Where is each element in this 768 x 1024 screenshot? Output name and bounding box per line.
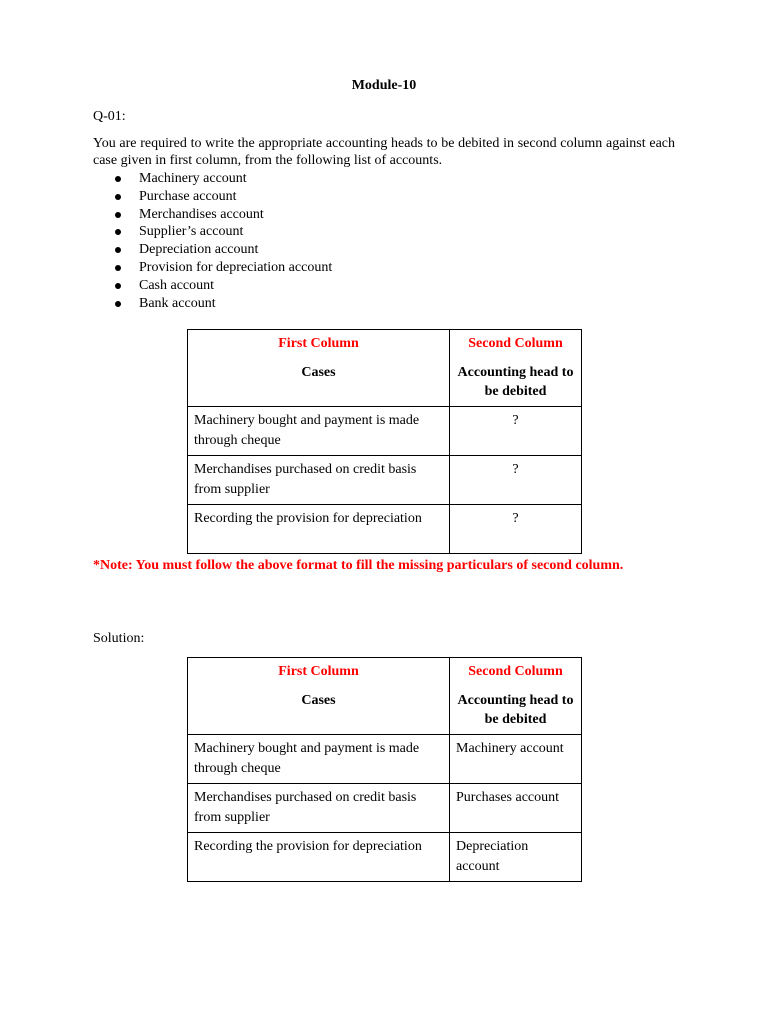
table-row	[188, 407, 582, 456]
second-column-header: Second Column	[468, 336, 563, 351]
table-row	[188, 505, 582, 554]
list-item	[93, 170, 332, 188]
question-table	[187, 329, 582, 554]
table-row	[188, 456, 582, 505]
list-item	[93, 277, 332, 295]
table-row	[188, 833, 582, 882]
solution-label: Solution:	[93, 631, 145, 646]
head-cell: ?	[450, 456, 582, 505]
list-item	[93, 295, 332, 313]
first-column-header: First Column	[278, 664, 359, 679]
list-item	[93, 223, 332, 241]
case-cell: Merchandises purchased on credit basis from supplier	[188, 456, 450, 505]
question-intro-text: You are required to write the appropriate accounting heads to be debited in second column against each case given in first column, from the following list of accounts.	[93, 136, 675, 168]
case-cell: Machinery bought and payment is made through cheque	[188, 407, 450, 456]
head-cell: ?	[450, 505, 582, 554]
case-cell: Recording the provision for depreciation	[188, 833, 450, 882]
module-title: Module-10	[351, 78, 417, 93]
first-column-header: First Column	[278, 336, 359, 351]
head-cell: Depreciation account	[450, 833, 582, 882]
account-name: Provision for depreciation account	[139, 259, 333, 275]
case-cell: Merchandises purchased on credit basis from supplier	[188, 784, 450, 833]
solution-table	[187, 657, 582, 882]
bullet-icon	[115, 265, 121, 271]
accounts-list	[93, 170, 332, 312]
bullet-icon	[115, 229, 121, 235]
accounting-head-subheader: Accounting head to be debited	[457, 693, 574, 727]
second-column-header: Second Column	[468, 664, 563, 679]
account-name: Bank account	[139, 295, 216, 311]
cases-subheader: Cases	[301, 365, 336, 380]
accounting-head-subheader: Accounting head to be debited	[457, 365, 574, 399]
format-note: *Note: You must follow the above format to fill the missing particulars of second column.	[93, 558, 624, 573]
bullet-icon	[115, 247, 121, 253]
first-column-header-cell	[188, 330, 450, 407]
account-name: Merchandises account	[139, 206, 264, 222]
bullet-icon	[115, 194, 121, 200]
case-cell: Recording the provision for depreciation	[188, 505, 450, 554]
first-column-header-cell	[188, 658, 450, 735]
head-cell: ?	[450, 407, 582, 456]
bullet-icon	[115, 283, 121, 289]
list-item	[93, 206, 332, 224]
case-cell: Machinery bought and payment is made through cheque	[188, 735, 450, 784]
table-row	[188, 784, 582, 833]
account-name: Supplier’s account	[139, 224, 244, 240]
second-column-header-cell	[450, 658, 582, 735]
head-cell: Machinery account	[450, 735, 582, 784]
bullet-icon	[115, 212, 121, 218]
second-column-header-cell	[450, 330, 582, 407]
table-row	[188, 735, 582, 784]
account-name: Purchase account	[139, 188, 237, 204]
bullet-icon	[115, 176, 121, 182]
bullet-icon	[115, 301, 121, 307]
table-header-row	[188, 330, 582, 407]
cases-subheader: Cases	[301, 693, 336, 708]
head-cell: Purchases account	[450, 784, 582, 833]
list-item	[93, 241, 332, 259]
list-item	[93, 188, 332, 206]
account-name: Cash account	[139, 277, 215, 293]
table-header-row	[188, 658, 582, 735]
account-name: Machinery account	[139, 171, 247, 186]
account-name: Depreciation account	[139, 242, 259, 258]
list-item	[93, 259, 332, 277]
question-label: Q-01:	[93, 109, 126, 124]
